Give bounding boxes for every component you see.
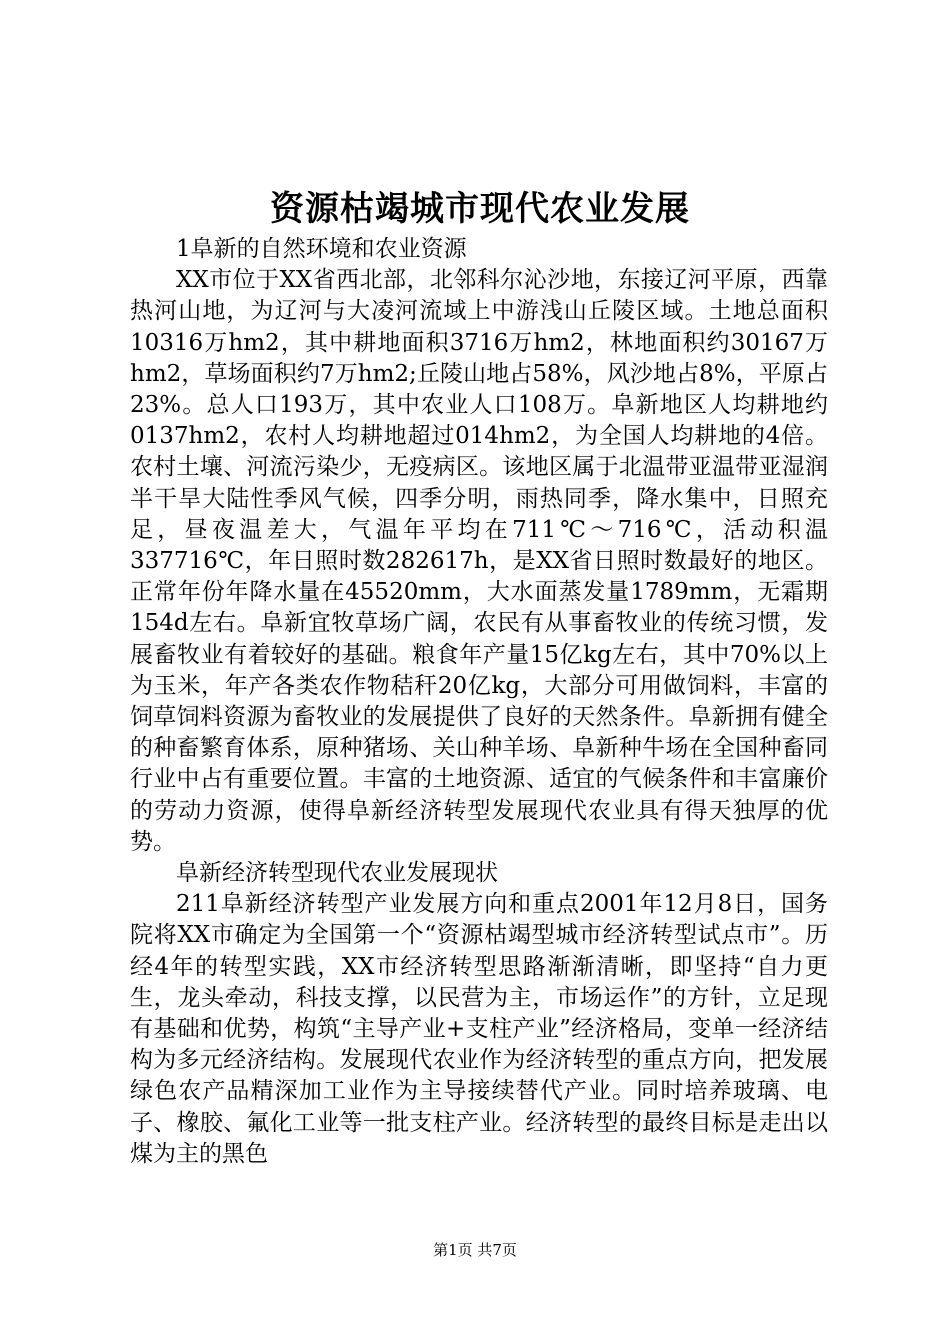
- document-body: [130, 234, 828, 1170]
- paragraph-transformation-direction: 211阜新经济转型产业发展方向和重点2001年12月8日，国务院将XX市确定为全国第一个“资源枯竭型城市经济转型试点市”。历经4年的转型实践，XX市经济转型思路渐渐清晰，即坚持“自力更生，龙头牵动，科技支撑，以民营为主，市场运作”的方针，立足现有基础和优势，构筑“主导产业+支柱产业”经济格局，变单一经济结构为多元经济结构。发展现代农业作为经济转型的重点方向，把发展绿色农产品精深加工业作为主导接续替代产业。同时培养玻璃、电子、橡胶、氟化工业等一批支柱产业。经济转型的最终目标是走出以煤为主的黑色: [130, 891, 828, 1167]
- paragraph-natural-environment: XX市位于XX省西北部，北邻科尔沁沙地，东接辽河平原，西靠热河山地，为辽河与大凌河流域上中游浅山丘陵区域。土地总面积10316万hm2，其中耕地面积3716万hm2，林地面积约30167万hm2，草场面积约7万hm2;丘陵山地占58%，风沙地占8%，平原占23%。总人口193万，其中农业人口108万。阜新地区人均耕地约0137hm2，农村人均耕地超过014hm2，为全国人均耕地的4倍。农村土壤、河流污染少，无疫病区。该地区属于北温带亚温带亚湿润半干旱大陆性季风气候，四季分明，雨热同季，降水集中，日照充足，昼夜温差大，气温年平均在711℃～716℃，活动积温337716℃，年日照时数282617h，是XX省日照时数最好的地区。正常年份年降水量在45520mm，大水面蒸发量1789mm，无霜期154d左右。阜新宜牧草场广阔，农民有从事畜牧业的传统习惯，发展畜牧业有着较好的基础。粮食年产量15亿kg左右，其中70%以上为玉米，年产各类农作物秸秆20亿kg，大部分可用做饲料，丰富的饲草饲料资源为畜牧业的发展提供了良好的天然条件。阜新拥有健全的种畜繁育体系，原种猪场、关山种羊场、阜新种牛场在全国种畜同行业中占有重要位置。丰富的土地资源、适宜的气候条件和丰富廉价的劳动力资源，使得阜新经济转型发展现代农业具有得天独厚的优势。: [130, 267, 828, 855]
- section-heading-1: 1阜新的自然环境和农业资源: [176, 236, 467, 262]
- section-heading-2: 阜新经济转型现代农业发展现状: [176, 860, 498, 887]
- page-footer: 第1页 共7页: [433, 1241, 517, 1259]
- document-title: 资源枯竭城市现代农业发展: [270, 189, 690, 229]
